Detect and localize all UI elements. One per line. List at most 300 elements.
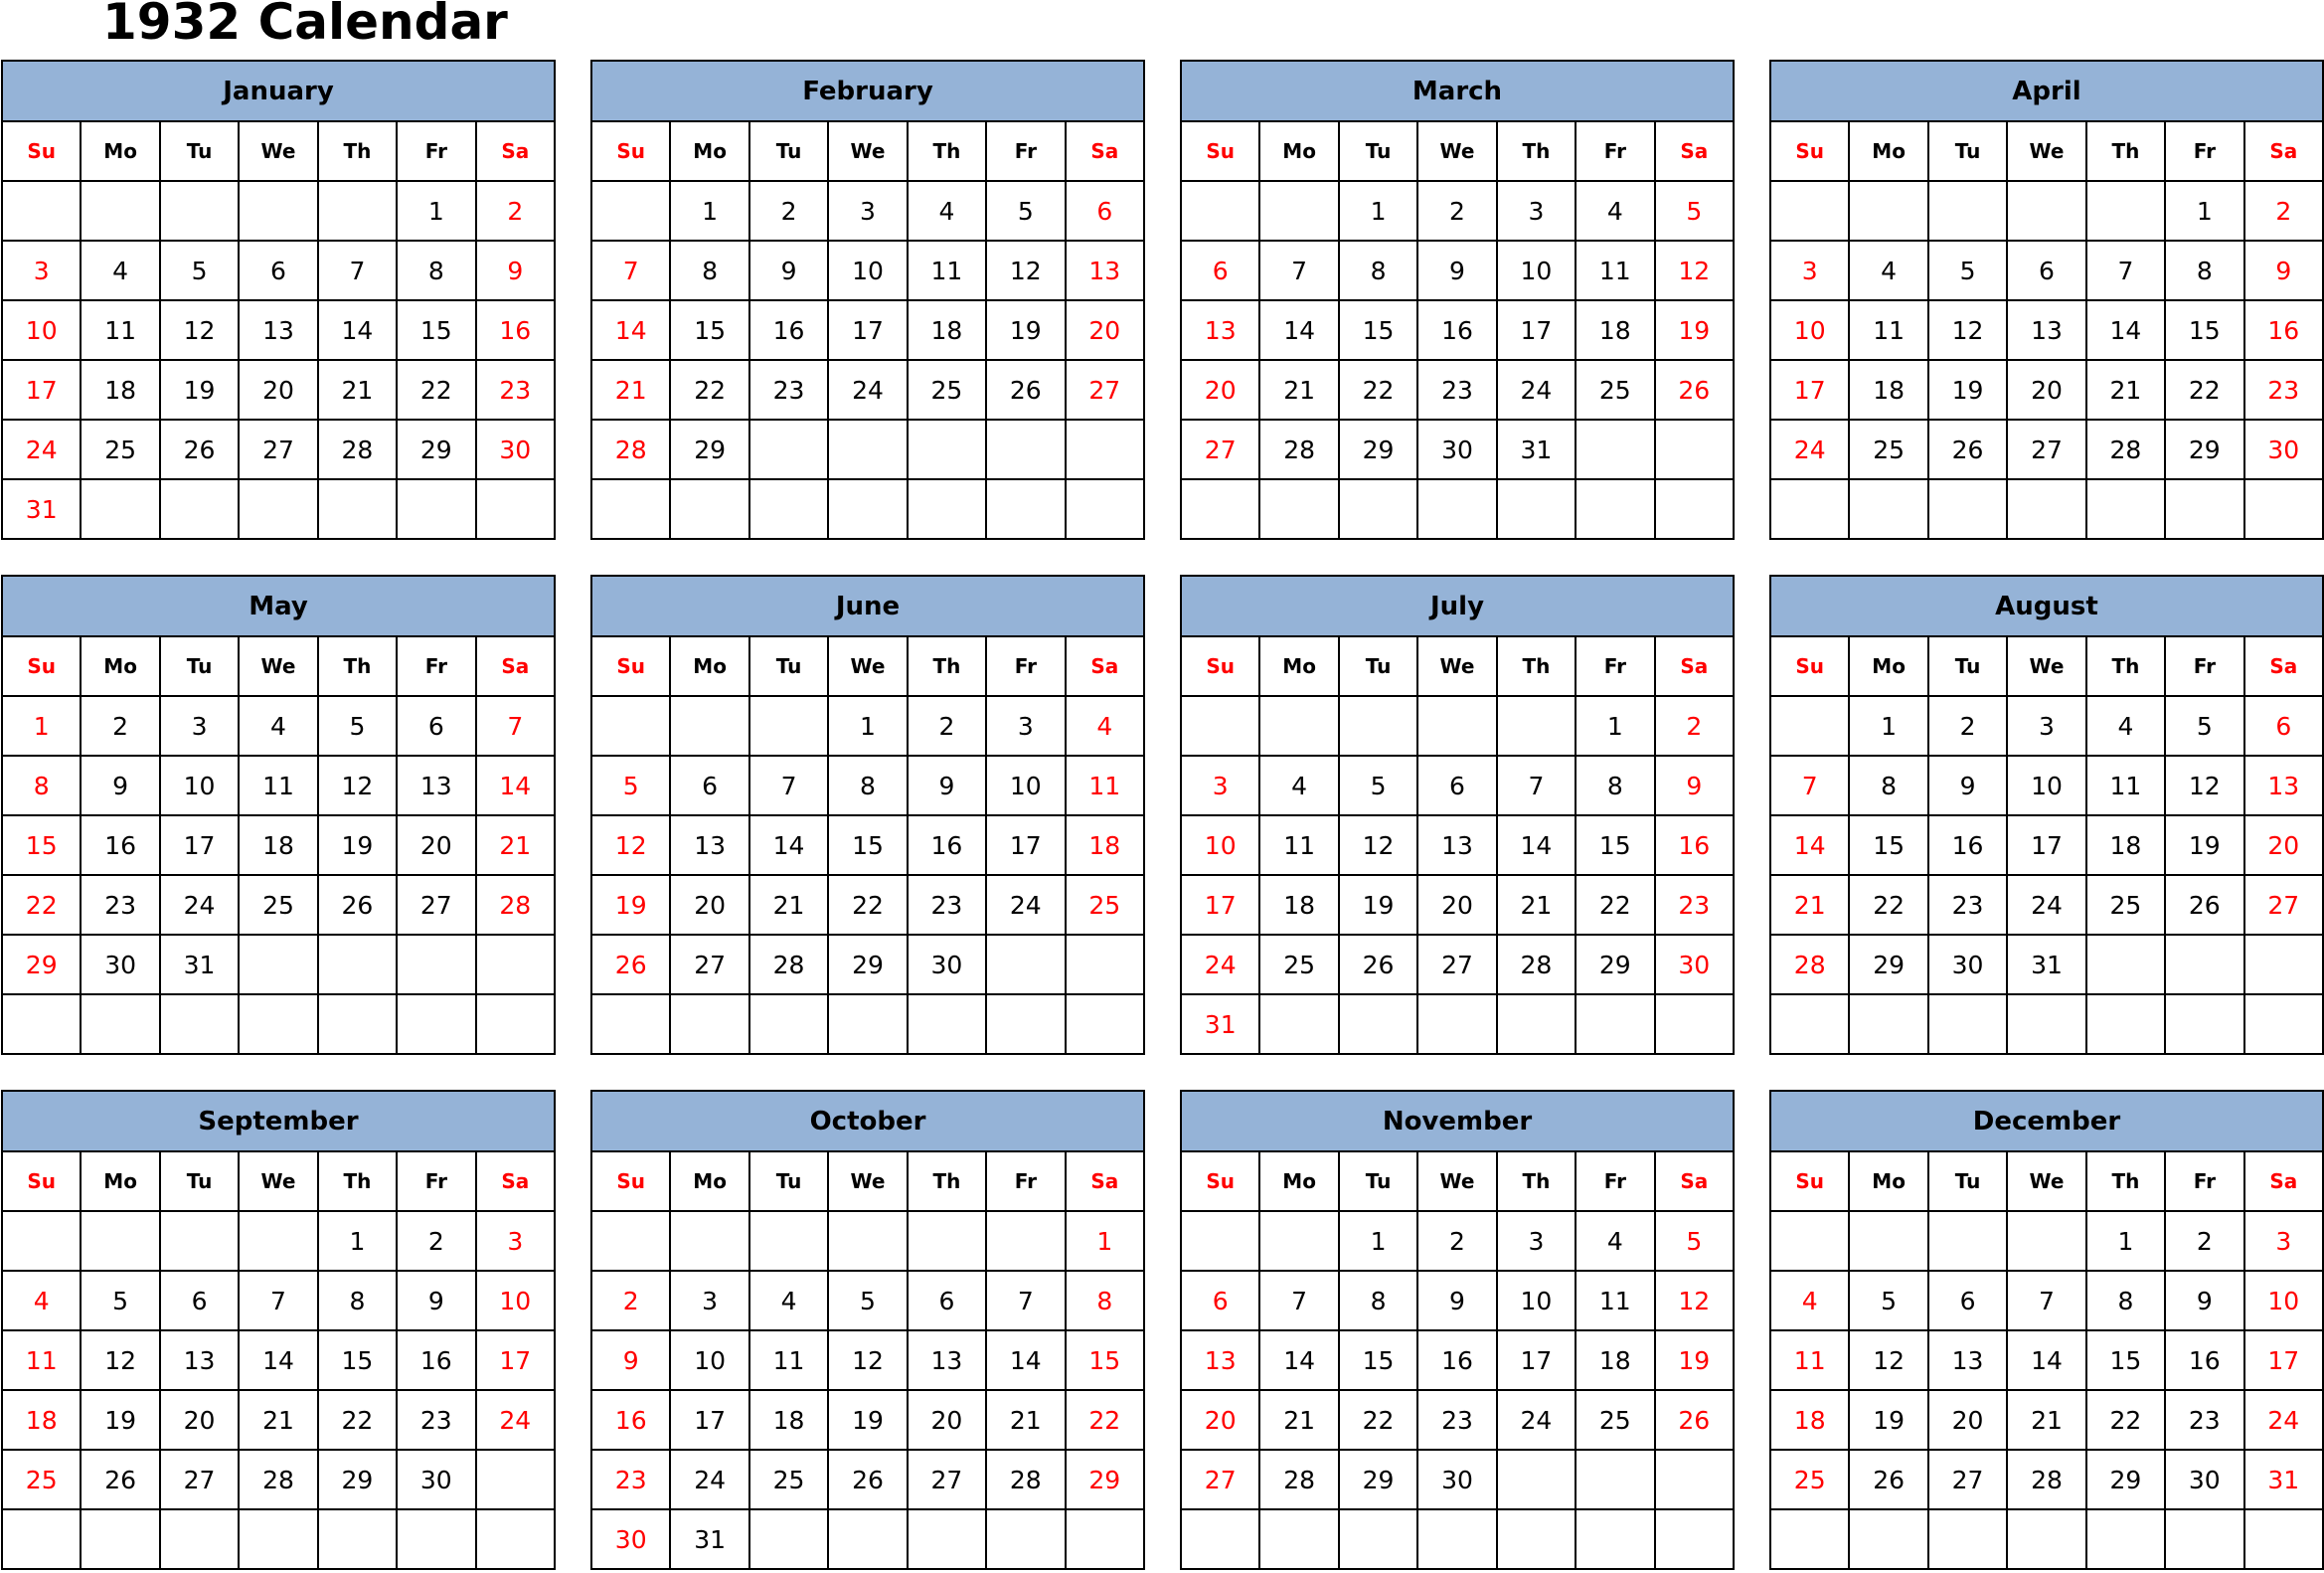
day-cell: 31 xyxy=(1497,420,1576,479)
day-cell: 11 xyxy=(81,300,159,360)
day-cell xyxy=(318,181,397,241)
weekday-label: Tu xyxy=(749,1151,828,1211)
day-cell: 1 xyxy=(2086,1211,2165,1271)
day-cell: 5 xyxy=(828,1271,907,1330)
day-cell xyxy=(397,1509,475,1569)
day-cell xyxy=(828,420,907,479)
day-cell: 13 xyxy=(1181,300,1259,360)
day-cell: 3 xyxy=(1181,756,1259,815)
month-name: August xyxy=(1770,576,2323,636)
day-cell xyxy=(476,935,555,994)
week-row xyxy=(1770,994,2323,1054)
day-cell: 2 xyxy=(397,1211,475,1271)
day-cell xyxy=(1497,1450,1576,1509)
day-cell: 18 xyxy=(81,360,159,420)
day-cell: 17 xyxy=(2244,1330,2323,1390)
day-cell: 4 xyxy=(1576,181,1654,241)
day-cell xyxy=(1181,479,1259,539)
weekday-label: We xyxy=(2007,121,2085,181)
month-name: April xyxy=(1770,61,2323,121)
day-cell: 8 xyxy=(1066,1271,1144,1330)
weekday-label: We xyxy=(239,1151,317,1211)
weekday-label: Mo xyxy=(81,121,159,181)
weekday-label: Sa xyxy=(476,121,555,181)
day-cell: 19 xyxy=(1849,1390,1927,1450)
week-row xyxy=(1770,935,2323,994)
day-cell: 26 xyxy=(1655,360,1734,420)
day-cell: 29 xyxy=(397,420,475,479)
weekday-label: Th xyxy=(908,636,986,696)
day-cell xyxy=(160,181,239,241)
month-calendar-october xyxy=(590,1090,1145,1570)
day-cell: 26 xyxy=(160,420,239,479)
week-row xyxy=(1181,360,1734,420)
weekday-label: Su xyxy=(1181,1151,1259,1211)
week-row xyxy=(1181,1509,1734,1569)
week-row xyxy=(1181,815,1734,875)
day-cell: 25 xyxy=(1259,935,1338,994)
day-cell xyxy=(670,696,748,756)
week-row xyxy=(1181,756,1734,815)
day-cell xyxy=(81,1211,159,1271)
weekday-label: Fr xyxy=(2165,121,2243,181)
day-cell: 5 xyxy=(1339,756,1417,815)
day-cell: 28 xyxy=(239,1450,317,1509)
day-cell xyxy=(670,994,748,1054)
day-cell: 12 xyxy=(591,815,670,875)
day-cell xyxy=(749,696,828,756)
weekday-label: Su xyxy=(2,1151,81,1211)
day-cell: 4 xyxy=(239,696,317,756)
weekday-label: Sa xyxy=(1066,121,1144,181)
day-cell: 28 xyxy=(1259,420,1338,479)
day-cell: 20 xyxy=(160,1390,239,1450)
day-cell: 18 xyxy=(1259,875,1338,935)
day-cell: 29 xyxy=(670,420,748,479)
week-row xyxy=(2,1271,555,1330)
weekday-label: Mo xyxy=(670,636,748,696)
day-cell: 3 xyxy=(1770,241,1849,300)
day-cell xyxy=(2244,1509,2323,1569)
day-cell xyxy=(1928,479,2007,539)
day-cell: 14 xyxy=(1259,1330,1338,1390)
day-cell: 15 xyxy=(2165,300,2243,360)
day-cell xyxy=(1339,479,1417,539)
day-cell: 19 xyxy=(2165,815,2243,875)
day-cell xyxy=(1849,994,1927,1054)
day-cell: 2 xyxy=(1417,1211,1496,1271)
day-cell: 14 xyxy=(476,756,555,815)
day-cell xyxy=(1066,420,1144,479)
month-name: February xyxy=(591,61,1144,121)
day-cell: 6 xyxy=(2007,241,2085,300)
day-cell: 15 xyxy=(1066,1330,1144,1390)
day-cell: 17 xyxy=(1770,360,1849,420)
day-cell: 21 xyxy=(476,815,555,875)
day-cell: 20 xyxy=(1181,360,1259,420)
week-row xyxy=(2,696,555,756)
day-cell xyxy=(908,420,986,479)
day-cell xyxy=(2086,1509,2165,1569)
weekday-label: Su xyxy=(591,1151,670,1211)
day-cell: 8 xyxy=(2165,241,2243,300)
weekday-label: Tu xyxy=(1339,636,1417,696)
day-cell: 19 xyxy=(828,1390,907,1450)
day-cell: 21 xyxy=(2086,360,2165,420)
day-cell: 19 xyxy=(1339,875,1417,935)
day-cell xyxy=(749,420,828,479)
day-cell: 5 xyxy=(1655,181,1734,241)
day-cell xyxy=(1497,479,1576,539)
weekday-label: Mo xyxy=(670,1151,748,1211)
day-cell: 19 xyxy=(81,1390,159,1450)
day-cell xyxy=(476,1450,555,1509)
week-row xyxy=(1181,300,1734,360)
weekday-label: Fr xyxy=(986,1151,1065,1211)
day-cell: 20 xyxy=(908,1390,986,1450)
day-cell: 12 xyxy=(828,1330,907,1390)
week-row xyxy=(2,1450,555,1509)
day-cell: 3 xyxy=(160,696,239,756)
weekday-label: Sa xyxy=(1655,636,1734,696)
month-calendar-april xyxy=(1769,60,2324,540)
day-cell: 24 xyxy=(828,360,907,420)
day-cell: 18 xyxy=(2,1390,81,1450)
day-cell: 25 xyxy=(239,875,317,935)
day-cell: 1 xyxy=(397,181,475,241)
day-cell: 3 xyxy=(986,696,1065,756)
month-name: June xyxy=(591,576,1144,636)
day-cell: 24 xyxy=(670,1450,748,1509)
day-cell xyxy=(239,181,317,241)
day-cell xyxy=(749,994,828,1054)
weekday-label: Sa xyxy=(1066,1151,1144,1211)
day-cell: 18 xyxy=(1576,1330,1654,1390)
day-cell: 6 xyxy=(908,1271,986,1330)
day-cell: 8 xyxy=(2,756,81,815)
day-cell: 27 xyxy=(397,875,475,935)
day-cell: 19 xyxy=(1655,1330,1734,1390)
day-cell: 26 xyxy=(2165,875,2243,935)
day-cell xyxy=(397,994,475,1054)
day-cell: 30 xyxy=(1417,1450,1496,1509)
day-cell: 7 xyxy=(591,241,670,300)
weekday-label: Su xyxy=(1181,121,1259,181)
day-cell xyxy=(2244,479,2323,539)
day-cell: 17 xyxy=(2007,815,2085,875)
day-cell: 30 xyxy=(2244,420,2323,479)
month-calendar-july xyxy=(1180,575,1735,1055)
day-cell: 22 xyxy=(828,875,907,935)
day-cell: 10 xyxy=(2,300,81,360)
day-cell: 14 xyxy=(749,815,828,875)
day-cell: 4 xyxy=(81,241,159,300)
day-cell xyxy=(1576,1509,1654,1569)
day-cell: 24 xyxy=(1770,420,1849,479)
day-cell xyxy=(1928,994,2007,1054)
day-cell: 30 xyxy=(908,935,986,994)
day-cell xyxy=(908,994,986,1054)
day-cell: 28 xyxy=(1770,935,1849,994)
day-cell: 11 xyxy=(1259,815,1338,875)
day-cell: 4 xyxy=(2,1271,81,1330)
day-cell: 5 xyxy=(1928,241,2007,300)
week-row xyxy=(591,1211,1144,1271)
week-row xyxy=(1181,479,1734,539)
day-cell: 5 xyxy=(318,696,397,756)
day-cell xyxy=(908,1509,986,1569)
day-cell xyxy=(1849,1509,1927,1569)
day-cell: 17 xyxy=(1497,1330,1576,1390)
day-cell: 30 xyxy=(81,935,159,994)
day-cell: 28 xyxy=(476,875,555,935)
day-cell: 2 xyxy=(81,696,159,756)
day-cell: 9 xyxy=(476,241,555,300)
day-cell: 14 xyxy=(1259,300,1338,360)
day-cell: 6 xyxy=(1928,1271,2007,1330)
day-cell: 15 xyxy=(397,300,475,360)
day-cell xyxy=(1066,1509,1144,1569)
day-cell: 17 xyxy=(2,360,81,420)
day-cell: 4 xyxy=(1259,756,1338,815)
day-cell xyxy=(670,1211,748,1271)
month-name: March xyxy=(1181,61,1734,121)
day-cell: 20 xyxy=(2244,815,2323,875)
day-cell: 8 xyxy=(670,241,748,300)
day-cell: 7 xyxy=(318,241,397,300)
day-cell xyxy=(591,696,670,756)
weekday-label: Su xyxy=(1770,1151,1849,1211)
day-cell: 16 xyxy=(2165,1330,2243,1390)
day-cell xyxy=(2165,935,2243,994)
day-cell: 20 xyxy=(397,815,475,875)
day-cell: 31 xyxy=(160,935,239,994)
weekday-label: Mo xyxy=(670,121,748,181)
day-cell: 16 xyxy=(1928,815,2007,875)
weekday-label: Tu xyxy=(749,636,828,696)
weekday-label: Sa xyxy=(476,1151,555,1211)
day-cell xyxy=(2,181,81,241)
day-cell: 24 xyxy=(476,1390,555,1450)
day-cell: 12 xyxy=(160,300,239,360)
week-row xyxy=(591,1390,1144,1450)
day-cell: 22 xyxy=(397,360,475,420)
day-cell: 31 xyxy=(2007,935,2085,994)
day-cell: 17 xyxy=(1497,300,1576,360)
month-name: December xyxy=(1770,1091,2323,1151)
day-cell: 23 xyxy=(1417,360,1496,420)
weekday-label: Th xyxy=(318,636,397,696)
weekday-label: Tu xyxy=(1928,636,2007,696)
day-cell: 28 xyxy=(2086,420,2165,479)
day-cell xyxy=(2086,935,2165,994)
day-cell: 27 xyxy=(1181,420,1259,479)
day-cell xyxy=(2165,994,2243,1054)
day-cell xyxy=(1259,994,1338,1054)
day-cell: 5 xyxy=(81,1271,159,1330)
weekday-label: Su xyxy=(1770,121,1849,181)
day-cell: 17 xyxy=(476,1330,555,1390)
weekday-label: Tu xyxy=(1339,121,1417,181)
weekday-label: Th xyxy=(318,1151,397,1211)
day-cell: 29 xyxy=(2165,420,2243,479)
day-cell: 27 xyxy=(1928,1450,2007,1509)
day-cell: 3 xyxy=(2244,1211,2323,1271)
day-cell: 5 xyxy=(591,756,670,815)
weekday-label: Mo xyxy=(1259,121,1338,181)
day-cell: 23 xyxy=(591,1450,670,1509)
day-cell: 18 xyxy=(1770,1390,1849,1450)
day-cell: 7 xyxy=(476,696,555,756)
day-cell: 1 xyxy=(1339,181,1417,241)
day-cell xyxy=(1770,1211,1849,1271)
day-cell: 21 xyxy=(749,875,828,935)
week-row xyxy=(1770,1330,2323,1390)
day-cell xyxy=(2,994,81,1054)
week-row xyxy=(2,875,555,935)
day-cell xyxy=(1655,420,1734,479)
weekday-label: Mo xyxy=(81,1151,159,1211)
day-cell: 31 xyxy=(670,1509,748,1569)
day-cell: 7 xyxy=(1259,1271,1338,1330)
day-cell: 15 xyxy=(828,815,907,875)
day-cell: 18 xyxy=(239,815,317,875)
day-cell: 7 xyxy=(239,1271,317,1330)
day-cell: 28 xyxy=(2007,1450,2085,1509)
day-cell: 10 xyxy=(1770,300,1849,360)
week-row xyxy=(1770,360,2323,420)
weekday-label: Sa xyxy=(1066,636,1144,696)
day-cell xyxy=(1417,994,1496,1054)
day-cell xyxy=(591,994,670,1054)
day-cell: 12 xyxy=(986,241,1065,300)
day-cell xyxy=(828,479,907,539)
month-calendar-may xyxy=(1,575,556,1055)
day-cell: 19 xyxy=(1655,300,1734,360)
day-cell: 20 xyxy=(1066,300,1144,360)
day-cell: 10 xyxy=(1181,815,1259,875)
day-cell: 8 xyxy=(397,241,475,300)
day-cell: 13 xyxy=(2007,300,2085,360)
day-cell: 22 xyxy=(2165,360,2243,420)
week-row xyxy=(1181,241,1734,300)
day-cell: 23 xyxy=(1655,875,1734,935)
week-row xyxy=(591,994,1144,1054)
day-cell: 3 xyxy=(2,241,81,300)
day-cell: 22 xyxy=(1066,1390,1144,1450)
day-cell: 15 xyxy=(2086,1330,2165,1390)
week-row xyxy=(2,935,555,994)
day-cell: 7 xyxy=(749,756,828,815)
day-cell xyxy=(1576,420,1654,479)
day-cell: 29 xyxy=(828,935,907,994)
week-row xyxy=(2,1390,555,1450)
day-cell: 25 xyxy=(81,420,159,479)
day-cell: 20 xyxy=(670,875,748,935)
month-calendar-june xyxy=(590,575,1145,1055)
day-cell: 27 xyxy=(239,420,317,479)
day-cell xyxy=(986,1211,1065,1271)
day-cell: 30 xyxy=(397,1450,475,1509)
day-cell: 2 xyxy=(2165,1211,2243,1271)
day-cell: 23 xyxy=(2244,360,2323,420)
day-cell: 13 xyxy=(2244,756,2323,815)
weekday-label: Tu xyxy=(1928,1151,2007,1211)
day-cell: 4 xyxy=(1066,696,1144,756)
day-cell: 11 xyxy=(1849,300,1927,360)
weekday-label: Th xyxy=(908,121,986,181)
weekday-label: We xyxy=(1417,636,1496,696)
day-cell: 12 xyxy=(1655,1271,1734,1330)
day-cell: 25 xyxy=(749,1450,828,1509)
week-row xyxy=(1181,181,1734,241)
day-cell: 12 xyxy=(2165,756,2243,815)
day-cell: 10 xyxy=(160,756,239,815)
day-cell: 3 xyxy=(1497,1211,1576,1271)
day-cell: 18 xyxy=(1576,300,1654,360)
day-cell xyxy=(1259,1509,1338,1569)
day-cell: 5 xyxy=(2165,696,2243,756)
day-cell: 26 xyxy=(1928,420,2007,479)
day-cell xyxy=(160,1211,239,1271)
week-row xyxy=(2,181,555,241)
day-cell xyxy=(1066,479,1144,539)
day-cell xyxy=(2244,994,2323,1054)
day-cell xyxy=(1576,479,1654,539)
day-cell: 8 xyxy=(1339,1271,1417,1330)
month-name: November xyxy=(1181,1091,1734,1151)
day-cell: 29 xyxy=(1576,935,1654,994)
week-row xyxy=(1181,696,1734,756)
day-cell: 30 xyxy=(591,1509,670,1569)
day-cell: 9 xyxy=(1928,756,2007,815)
day-cell xyxy=(1655,1509,1734,1569)
day-cell: 8 xyxy=(1849,756,1927,815)
weekday-label: Fr xyxy=(2165,1151,2243,1211)
day-cell: 30 xyxy=(476,420,555,479)
week-row xyxy=(1770,1390,2323,1450)
day-cell: 28 xyxy=(1497,935,1576,994)
day-cell: 29 xyxy=(1339,1450,1417,1509)
day-cell: 26 xyxy=(1655,1390,1734,1450)
day-cell: 23 xyxy=(81,875,159,935)
week-row xyxy=(2,241,555,300)
week-row xyxy=(2,756,555,815)
day-cell: 25 xyxy=(1066,875,1144,935)
day-cell: 22 xyxy=(2086,1390,2165,1450)
weekday-label: Sa xyxy=(2244,636,2323,696)
day-cell xyxy=(2244,935,2323,994)
day-cell: 14 xyxy=(2007,1330,2085,1390)
day-cell: 27 xyxy=(1417,935,1496,994)
week-row xyxy=(591,420,1144,479)
day-cell xyxy=(986,1509,1065,1569)
week-row xyxy=(1770,815,2323,875)
day-cell xyxy=(1576,994,1654,1054)
day-cell: 1 xyxy=(318,1211,397,1271)
day-cell: 16 xyxy=(2244,300,2323,360)
day-cell: 26 xyxy=(81,1450,159,1509)
week-row xyxy=(1770,1450,2323,1509)
day-cell: 11 xyxy=(2,1330,81,1390)
day-cell xyxy=(749,479,828,539)
day-cell: 16 xyxy=(476,300,555,360)
day-cell: 28 xyxy=(1259,1450,1338,1509)
day-cell: 16 xyxy=(397,1330,475,1390)
day-cell: 9 xyxy=(591,1330,670,1390)
day-cell: 23 xyxy=(749,360,828,420)
day-cell xyxy=(81,479,159,539)
